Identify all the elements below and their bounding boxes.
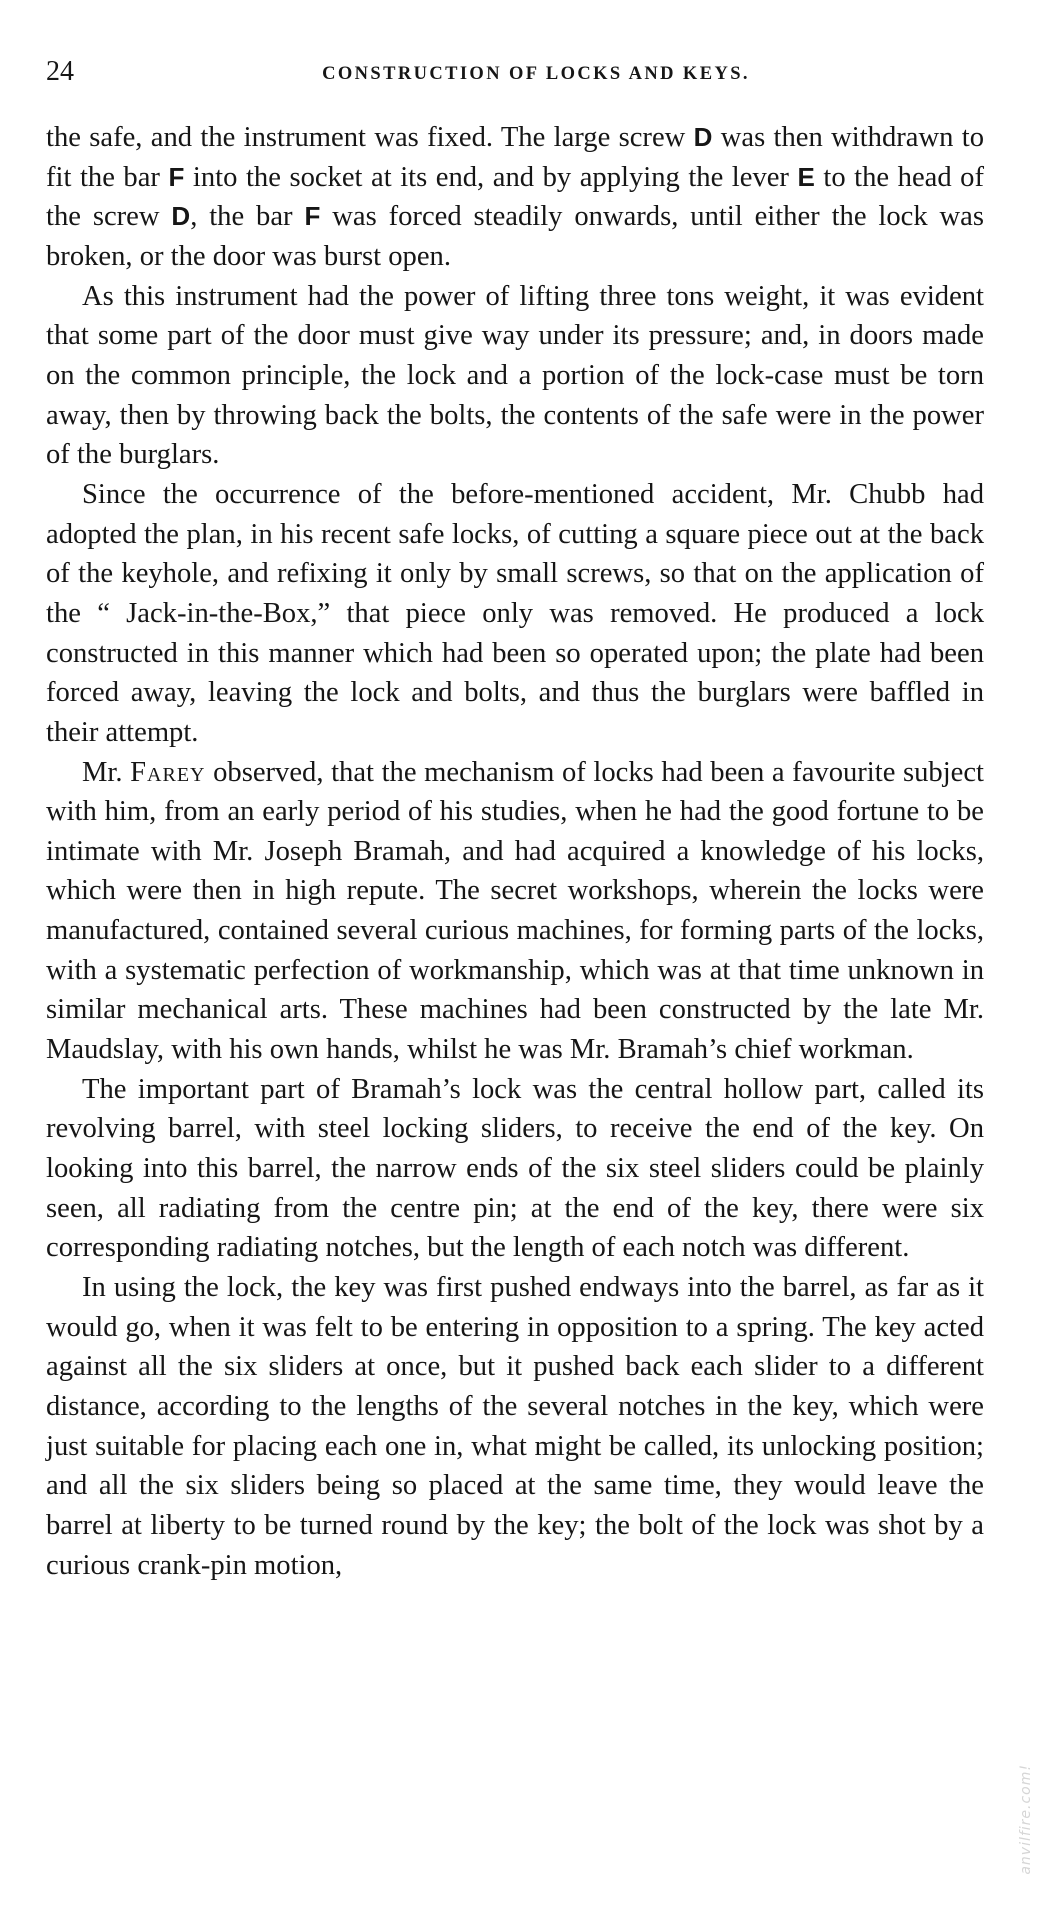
paragraph-2: As this instrument had the power of lifting three tons weight, it was evident that some part of the door must give way under its pressure; and, in doors made on the common principle, the lock and a portion of the lock-case must be torn away, then by throwing back the bolts, the contents of the safe were in the power of the burglars. [46, 280, 984, 471]
running-title: CONSTRUCTION OF LOCKS AND KEYS. [322, 64, 750, 84]
label-e: E [797, 161, 815, 192]
page-header [46, 52, 986, 92]
speaker-name: Farey [130, 756, 206, 788]
page-number: 24 [46, 56, 74, 87]
paragraph-1-text-f: was forced steadily onwards, until either the lock was broken, or the door was burst open. [46, 201, 984, 272]
paragraph-1-text-e: , the bar [190, 201, 305, 233]
paragraph-6: In using the lock, the key was first pushed endways into the barrel, as far as it would go, when it was felt to be entering in opposition to a spring. The key acted against all the six sliders at once, but it pushed back each slider to a different distance, according to the lengths of the several notches in the key, which were just suitable for placing each one in, what might be called, its unlocking position; and all the six sliders being so placed at the same time, they would leave the barrel at liberty to be turned round by the key; the bolt of the lock was shot by a curious crank-pin motion, [46, 1272, 984, 1581]
body-text [46, 118, 984, 1585]
paragraph-1-text-a: the safe, and the instrument was fixed. The large screw [46, 122, 694, 153]
watermark: anvilfire.com! [1018, 1764, 1034, 1875]
paragraph-1 [46, 118, 984, 277]
paragraph-3: Since the occurrence of the before-mentioned accident, Mr. Chubb had adopted the plan, in his recent safe locks, of cutting a square piece out at the back of the keyhole, and refixing it only by small screws, so that on the application of the “ Jack-in-the-Box,” that piece only was removed. He produced a lock constructed in this manner which had been so operated upon; the plate had been forced away, leaving the lock and bolts, and thus the burglars were baffled in their attempt. [46, 478, 984, 748]
label-d: D [171, 201, 191, 232]
paragraph-4-text: observed, that the mechanism of locks had been a favourite subject with him, from an early period of his studies, when he had the good fortune to be intimate with Mr. Joseph Bramah, and had acquired a knowledge of his locks, which were then in high repute. The secret workshops, wherein the locks were manufactured, contained several curious machines, for forming parts of the locks, with a systematic perfection of workmanship, which was at that time unknown in similar mechanical arts. These machines had been constructed by the late Mr. Maudslay, with his own hands, whilst he was Mr. Bramah’s chief workman. [46, 756, 984, 1066]
paragraph-4 [46, 753, 984, 1070]
paragraph-1-text-c: into the socket at its end, and by applying the lever [184, 161, 798, 193]
label-f: F [304, 201, 321, 232]
paragraph-1-text-b: was then withdrawn to fit the bar [46, 122, 984, 193]
paragraph-1-text-d: to the head of the screw [46, 161, 984, 233]
label-d: D [693, 122, 713, 152]
paragraph-5: The important part of Bramah’s lock was the central hollow part, called its revolving barrel, with steel locking sliders, to receive the end of the key. On looking into this barrel, the narrow ends of the six steel sliders could be plainly seen, all radiating from the centre pin; at the end of the key, there were six corresponding radiating notches, but the length of each notch was different. [46, 1073, 984, 1264]
label-f: F [168, 161, 185, 192]
paragraph-4-prefix: Mr. [82, 756, 131, 788]
